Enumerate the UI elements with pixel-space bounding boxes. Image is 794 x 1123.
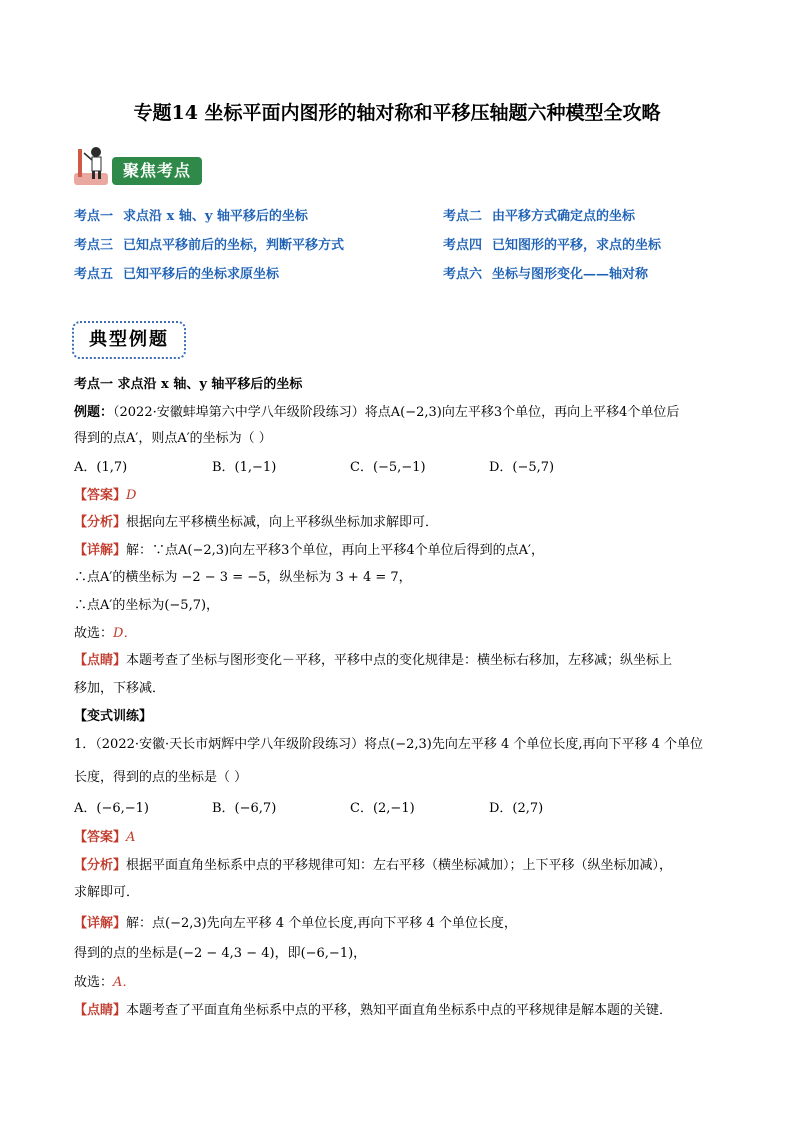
variant-comment: 【点睛】本题考查了平面直角坐标系中点的平移，熟知平面直角坐标系中点的平移规律是解本题的关键． xyxy=(74,1003,673,1018)
example-option-d: D．(−5,7) xyxy=(489,460,555,475)
example-detail-1: 【详解】解：∵点A(−2,3)向左平移3个单位，再向上平移4个单位后得到的点A′， xyxy=(74,543,544,558)
focus-banner-label: 聚焦考点 xyxy=(112,157,202,185)
variant-analysis-1: 【分析】根据平面直角坐标系中点的平移规律可知：左右平移（横坐标减加）；上下平移（纵坐标加减）， xyxy=(74,858,673,873)
kaodian-1: 考点一 求点沿 x 轴、y 轴平移后的坐标 xyxy=(74,209,308,224)
example-option-b: B．(1,−1) xyxy=(212,460,277,475)
variant-option-b: B．(−6,7) xyxy=(212,801,277,816)
variant-heading: 【变式训练】 xyxy=(74,709,153,724)
focus-banner xyxy=(72,143,204,191)
variant-question-1: 1．（2022·安徽·天长市炳辉中学八年级阶段练习）将点(−2,3)先向左平移 4 个单位长度,再向下平移 4 个单位 xyxy=(74,737,704,752)
variant-answer: 【答案】A xyxy=(74,830,136,845)
example-option-a: A．(1,7) xyxy=(74,460,128,475)
variant-option-c: C．(2,−1) xyxy=(350,801,415,816)
example-analysis: 【分析】根据向左平移横坐标减，向上平移纵坐标加求解即可． xyxy=(74,515,439,530)
example-line-1: 例题：（2022·安徽蚌埠第六中学八年级阶段练习）将点A(−2,3)向左平移3个单位，再向上平移4个单位后 xyxy=(74,405,680,420)
kaodian-6: 考点六 坐标与图形变化——轴对称 xyxy=(443,267,649,282)
kaodian-4: 考点四 已知图形的平移，求点的坐标 xyxy=(443,238,662,253)
section-heading: 考点一 求点沿 x 轴、y 轴平移后的坐标 xyxy=(74,377,303,392)
kaodian-2: 考点二 由平移方式确定点的坐标 xyxy=(443,209,636,224)
variant-analysis-2: 求解即可． xyxy=(74,885,140,900)
example-answer: 【答案】D xyxy=(74,488,137,503)
example-option-c: C．(−5,−1) xyxy=(350,460,426,475)
kaodian-5: 考点五 已知平移后的坐标求原坐标 xyxy=(74,267,280,282)
example-detail-3: ∴点A′的坐标为(−5,7)， xyxy=(74,598,220,613)
typical-examples-heading: 典型例题 xyxy=(72,321,186,359)
variant-detail-1: 【详解】解：点(−2,3)先向左平移 4 个单位长度,再向下平移 4 个单位长度， xyxy=(74,916,517,931)
page-title: 专题14 坐标平面内图形的轴对称和平移压轴题六种模型全攻略 xyxy=(133,102,661,124)
variant-detail-2: 得到的点的坐标是(−2 − 4,3 − 4)，即(−6,−1)， xyxy=(74,946,367,961)
example-comment-2: 移加，下移减． xyxy=(74,681,166,696)
example-line-2: 得到的点A′，则点A′的坐标为（ ） xyxy=(74,431,272,446)
example-comment-1: 【点睛】本题考查了坐标与图形变化－平移，平移中点的变化规律是：横坐标右移加，左移减；纵坐标上 xyxy=(74,653,673,668)
kaodian-3: 考点三 已知点平移前后的坐标，判断平移方式 xyxy=(74,238,345,253)
teacher-figure-icon xyxy=(72,143,116,191)
example-detail-4: 故选：D． xyxy=(74,626,137,641)
example-detail-2: ∴点A′的横坐标为 −2 − 3 = −5，纵坐标为 3 + 4 = 7， xyxy=(74,570,412,585)
variant-option-a: A．(−6,−1) xyxy=(74,801,149,816)
variant-option-d: D．(2,7) xyxy=(489,801,544,816)
variant-detail-3: 故选：A． xyxy=(74,975,136,990)
variant-question-2: 长度，得到的点的坐标是（ ） xyxy=(74,770,248,785)
